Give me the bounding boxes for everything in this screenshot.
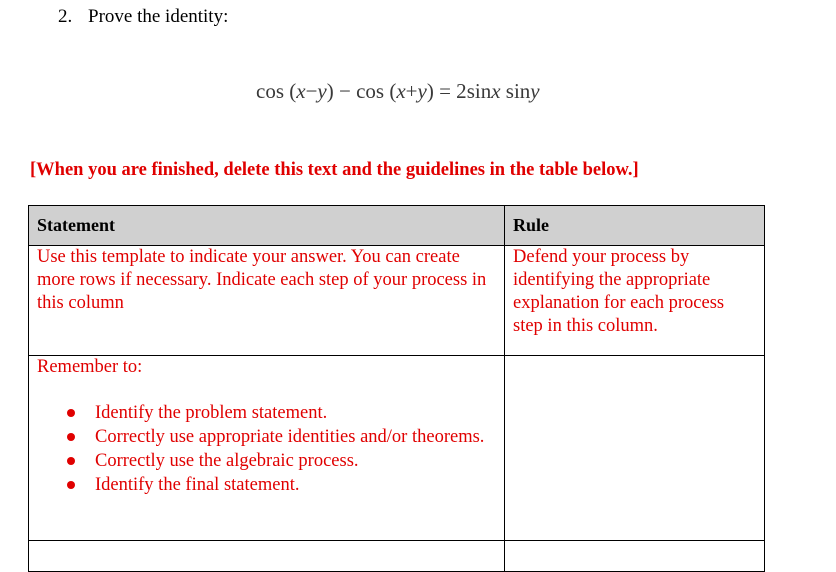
eq-var-y: y (317, 79, 327, 103)
eq-cos-1: cos (256, 79, 284, 103)
rule-header: Rule (505, 206, 765, 246)
instruction-note: [When you are finished, delete this text and the guidelines in the table below.] (30, 160, 639, 180)
eq-op-minus: − (333, 79, 357, 103)
list-item (95, 425, 496, 449)
eq-var-x: x (491, 79, 501, 103)
eq-paren: ) (426, 79, 434, 103)
statement-header: Statement (29, 206, 505, 246)
eq-paren: ( (289, 79, 297, 103)
eq-sin-1: sin (466, 79, 492, 103)
rule-cell[interactable]: Defend your process by identifying the appropriate explanation for each process step in this column. (505, 246, 765, 356)
eq-equals: = 2 (433, 79, 467, 103)
eq-cos-2: cos (356, 79, 385, 103)
eq-paren: ( (389, 79, 397, 103)
eq-var-y: y (417, 79, 427, 103)
rule-cell[interactable] (505, 356, 765, 541)
statement-cell[interactable] (29, 356, 505, 541)
bullet-icon (67, 457, 75, 465)
table-row (29, 246, 765, 356)
bullet-icon (67, 433, 75, 441)
bullet-icon (67, 481, 75, 489)
eq-op-minus: − (305, 79, 318, 103)
problem-number: 2. (58, 6, 73, 27)
guideline-text: Correctly use the algebraic process. (95, 451, 359, 471)
eq-var-x: x (396, 79, 406, 103)
problem-text: Prove the identity: (88, 6, 229, 27)
guideline-text: Correctly use appropriate identities and/or theorems. (95, 427, 485, 447)
eq-var-y: y (530, 79, 540, 103)
guideline-text: Identify the final statement. (95, 475, 300, 495)
rule-cell[interactable] (505, 541, 765, 572)
guidelines-intro: Remember to: (37, 357, 143, 377)
eq-var-x: x (296, 79, 306, 103)
table-row (29, 356, 765, 541)
statement-cell[interactable] (29, 541, 505, 572)
bullet-icon (67, 409, 75, 417)
eq-op-plus: + (405, 79, 418, 103)
statement-cell[interactable]: Use this template to indicate your answer. You can create more rows if necessary. Indicate each step of your process in this column (29, 246, 505, 356)
list-item (95, 473, 496, 497)
list-item (95, 449, 496, 473)
guidelines-list (37, 401, 496, 497)
table-header-row (29, 206, 765, 246)
list-item (95, 401, 496, 425)
eq-paren: ) (326, 79, 334, 103)
problem-heading (58, 6, 228, 28)
table-row (29, 541, 765, 572)
proof-table (28, 205, 765, 572)
eq-sin-2: sin (500, 79, 531, 103)
guideline-text: Identify the problem statement. (95, 403, 328, 423)
identity-equation (256, 78, 540, 104)
